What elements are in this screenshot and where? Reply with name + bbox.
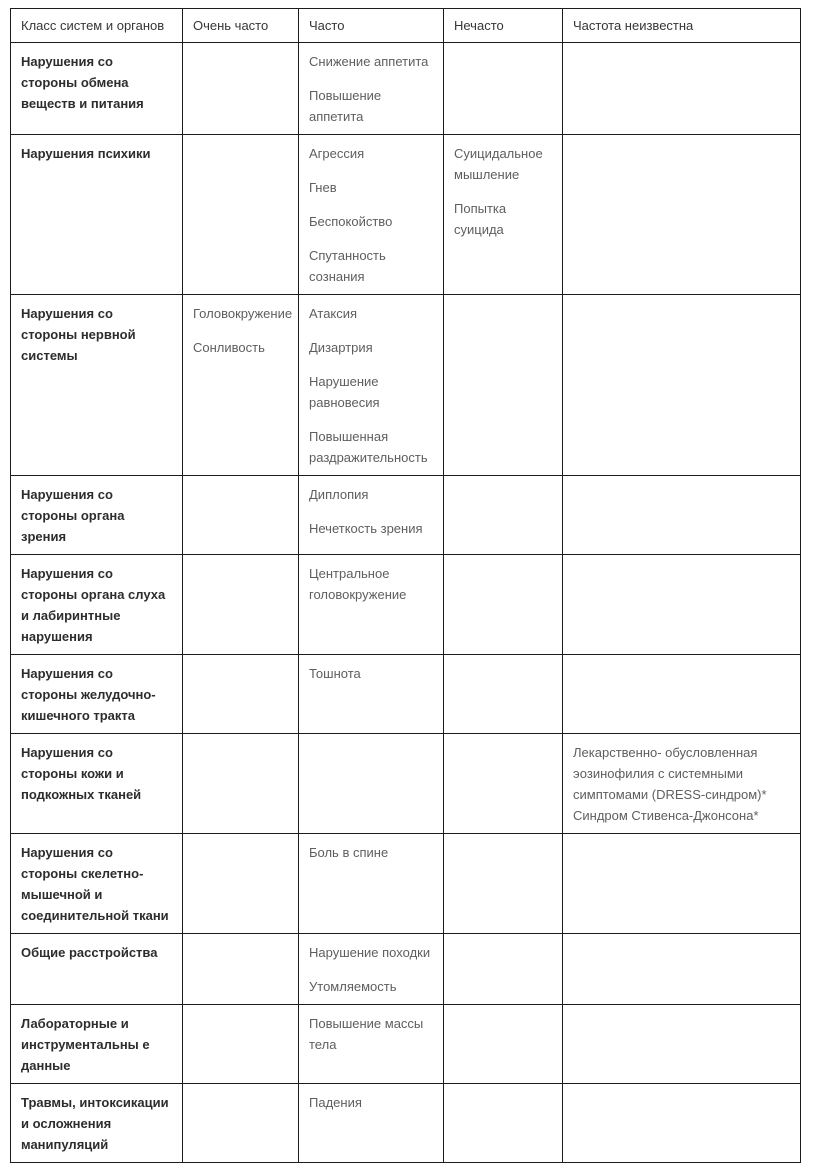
reaction-item: Дизартрия <box>309 340 373 355</box>
reaction-item: Боль в спине <box>309 845 389 860</box>
reaction-item: Агрессия <box>309 146 365 161</box>
cell-unknown <box>563 295 801 476</box>
table-row <box>11 934 801 1005</box>
column-header-uncommon: Нечасто <box>444 9 563 43</box>
reaction-item: Атаксия <box>309 306 358 321</box>
table-row <box>11 295 801 476</box>
table-row <box>11 655 801 734</box>
cell-common <box>299 476 444 555</box>
reaction-item: Нарушение походки <box>309 945 431 960</box>
cell-organ-class <box>11 555 183 655</box>
cell-organ-class <box>11 43 183 135</box>
table-row <box>11 135 801 295</box>
cell-uncommon <box>444 555 563 655</box>
cell-unknown <box>563 476 801 555</box>
reaction-item: Беспокойство <box>309 214 393 229</box>
reaction-item: Диплопия <box>309 487 369 502</box>
reaction-item: Спутанность сознания <box>309 248 386 284</box>
reaction-item: Повышение аппетита <box>309 88 382 124</box>
cell-very-common <box>183 934 299 1005</box>
reaction-item: Попытка суицида <box>454 201 507 237</box>
organ-class-label: Нарушения со стороны скелетно-мышечной и соединительной ткани <box>21 845 169 923</box>
cell-common <box>299 555 444 655</box>
column-header-unknown: Частота неизвестна <box>563 9 801 43</box>
reaction-item: Повышенная раздражительность <box>309 429 428 465</box>
reaction-item: Головокружение <box>193 306 293 321</box>
table-row <box>11 1084 801 1163</box>
table-row <box>11 476 801 555</box>
column-header-very-common: Очень часто <box>183 9 299 43</box>
reaction-item: Нарушение равновесия <box>309 374 380 410</box>
organ-class-label: Нарушения со стороны нервной системы <box>21 306 136 363</box>
cell-common <box>299 1005 444 1084</box>
organ-class-label: Нарушения со стороны обмена веществ и питания <box>21 54 144 111</box>
cell-organ-class <box>11 934 183 1005</box>
cell-organ-class <box>11 135 183 295</box>
cell-very-common <box>183 43 299 135</box>
cell-unknown <box>563 43 801 135</box>
document-page <box>0 8 813 1152</box>
cell-organ-class <box>11 655 183 734</box>
reaction-item: Синдром Стивенса-Джонсона* <box>573 808 759 823</box>
cell-very-common <box>183 135 299 295</box>
cell-organ-class <box>11 295 183 476</box>
cell-unknown <box>563 834 801 934</box>
cell-very-common <box>183 476 299 555</box>
cell-uncommon <box>444 43 563 135</box>
adverse-reactions-table <box>10 8 801 1163</box>
reaction-item: Повышение массы тела <box>309 1016 424 1052</box>
cell-organ-class <box>11 834 183 934</box>
cell-uncommon <box>444 1084 563 1163</box>
cell-uncommon <box>444 476 563 555</box>
reaction-item: Падения <box>309 1095 362 1110</box>
cell-uncommon <box>444 1005 563 1084</box>
organ-class-label: Лабораторные и инструментальны е данные <box>21 1016 150 1073</box>
cell-unknown <box>563 934 801 1005</box>
organ-class-label: Нарушения со стороны органа зрения <box>21 487 125 544</box>
cell-uncommon <box>444 295 563 476</box>
cell-unknown <box>563 135 801 295</box>
cell-very-common <box>183 1005 299 1084</box>
reaction-item: Тошнота <box>309 666 361 681</box>
cell-organ-class <box>11 476 183 555</box>
cell-common <box>299 655 444 734</box>
cell-uncommon <box>444 135 563 295</box>
cell-very-common <box>183 734 299 834</box>
table-row <box>11 834 801 934</box>
column-header-organ-class: Класс систем и органов <box>11 9 183 43</box>
table-row <box>11 43 801 135</box>
cell-uncommon <box>444 655 563 734</box>
reaction-item: Сонливость <box>193 340 265 355</box>
cell-uncommon <box>444 934 563 1005</box>
cell-common <box>299 1084 444 1163</box>
cell-common <box>299 43 444 135</box>
cell-unknown <box>563 655 801 734</box>
cell-common <box>299 834 444 934</box>
reaction-item: Снижение аппетита <box>309 54 429 69</box>
column-header-common: Часто <box>299 9 444 43</box>
table-row <box>11 1005 801 1084</box>
cell-uncommon <box>444 734 563 834</box>
cell-unknown <box>563 1005 801 1084</box>
organ-class-label: Нарушения со стороны желудочно-кишечного тракта <box>21 666 156 723</box>
organ-class-label: Нарушения психики <box>21 146 151 161</box>
reaction-item: Гнев <box>309 180 337 195</box>
cell-organ-class <box>11 1084 183 1163</box>
cell-unknown <box>563 734 801 834</box>
cell-organ-class <box>11 734 183 834</box>
organ-class-label: Общие расстройства <box>21 945 158 960</box>
cell-uncommon <box>444 834 563 934</box>
reaction-item: Утомляемость <box>309 979 397 994</box>
cell-very-common <box>183 295 299 476</box>
cell-very-common <box>183 655 299 734</box>
reaction-item: Суицидальное мышление <box>454 146 543 182</box>
cell-organ-class <box>11 1005 183 1084</box>
cell-very-common <box>183 1084 299 1163</box>
reaction-item: Нечеткость зрения <box>309 521 423 536</box>
table-header-row <box>11 9 801 43</box>
cell-common <box>299 734 444 834</box>
organ-class-label: Нарушения со стороны органа слуха и лабиринтные нарушения <box>21 566 166 644</box>
cell-common <box>299 295 444 476</box>
cell-very-common <box>183 555 299 655</box>
cell-unknown <box>563 1084 801 1163</box>
table-row <box>11 555 801 655</box>
cell-common <box>299 135 444 295</box>
cell-unknown <box>563 555 801 655</box>
table-row <box>11 734 801 834</box>
reaction-item: Центральное головокружение <box>309 566 407 602</box>
cell-common <box>299 934 444 1005</box>
cell-very-common <box>183 834 299 934</box>
organ-class-label: Нарушения со стороны кожи и подкожных тканей <box>21 745 142 802</box>
organ-class-label: Травмы, интоксикации и осложнения манипуляций <box>21 1095 169 1152</box>
reaction-item: Лекарственно- обусловленная эозинофилия с системными симптомами (DRESS-синдром)* <box>573 745 767 802</box>
